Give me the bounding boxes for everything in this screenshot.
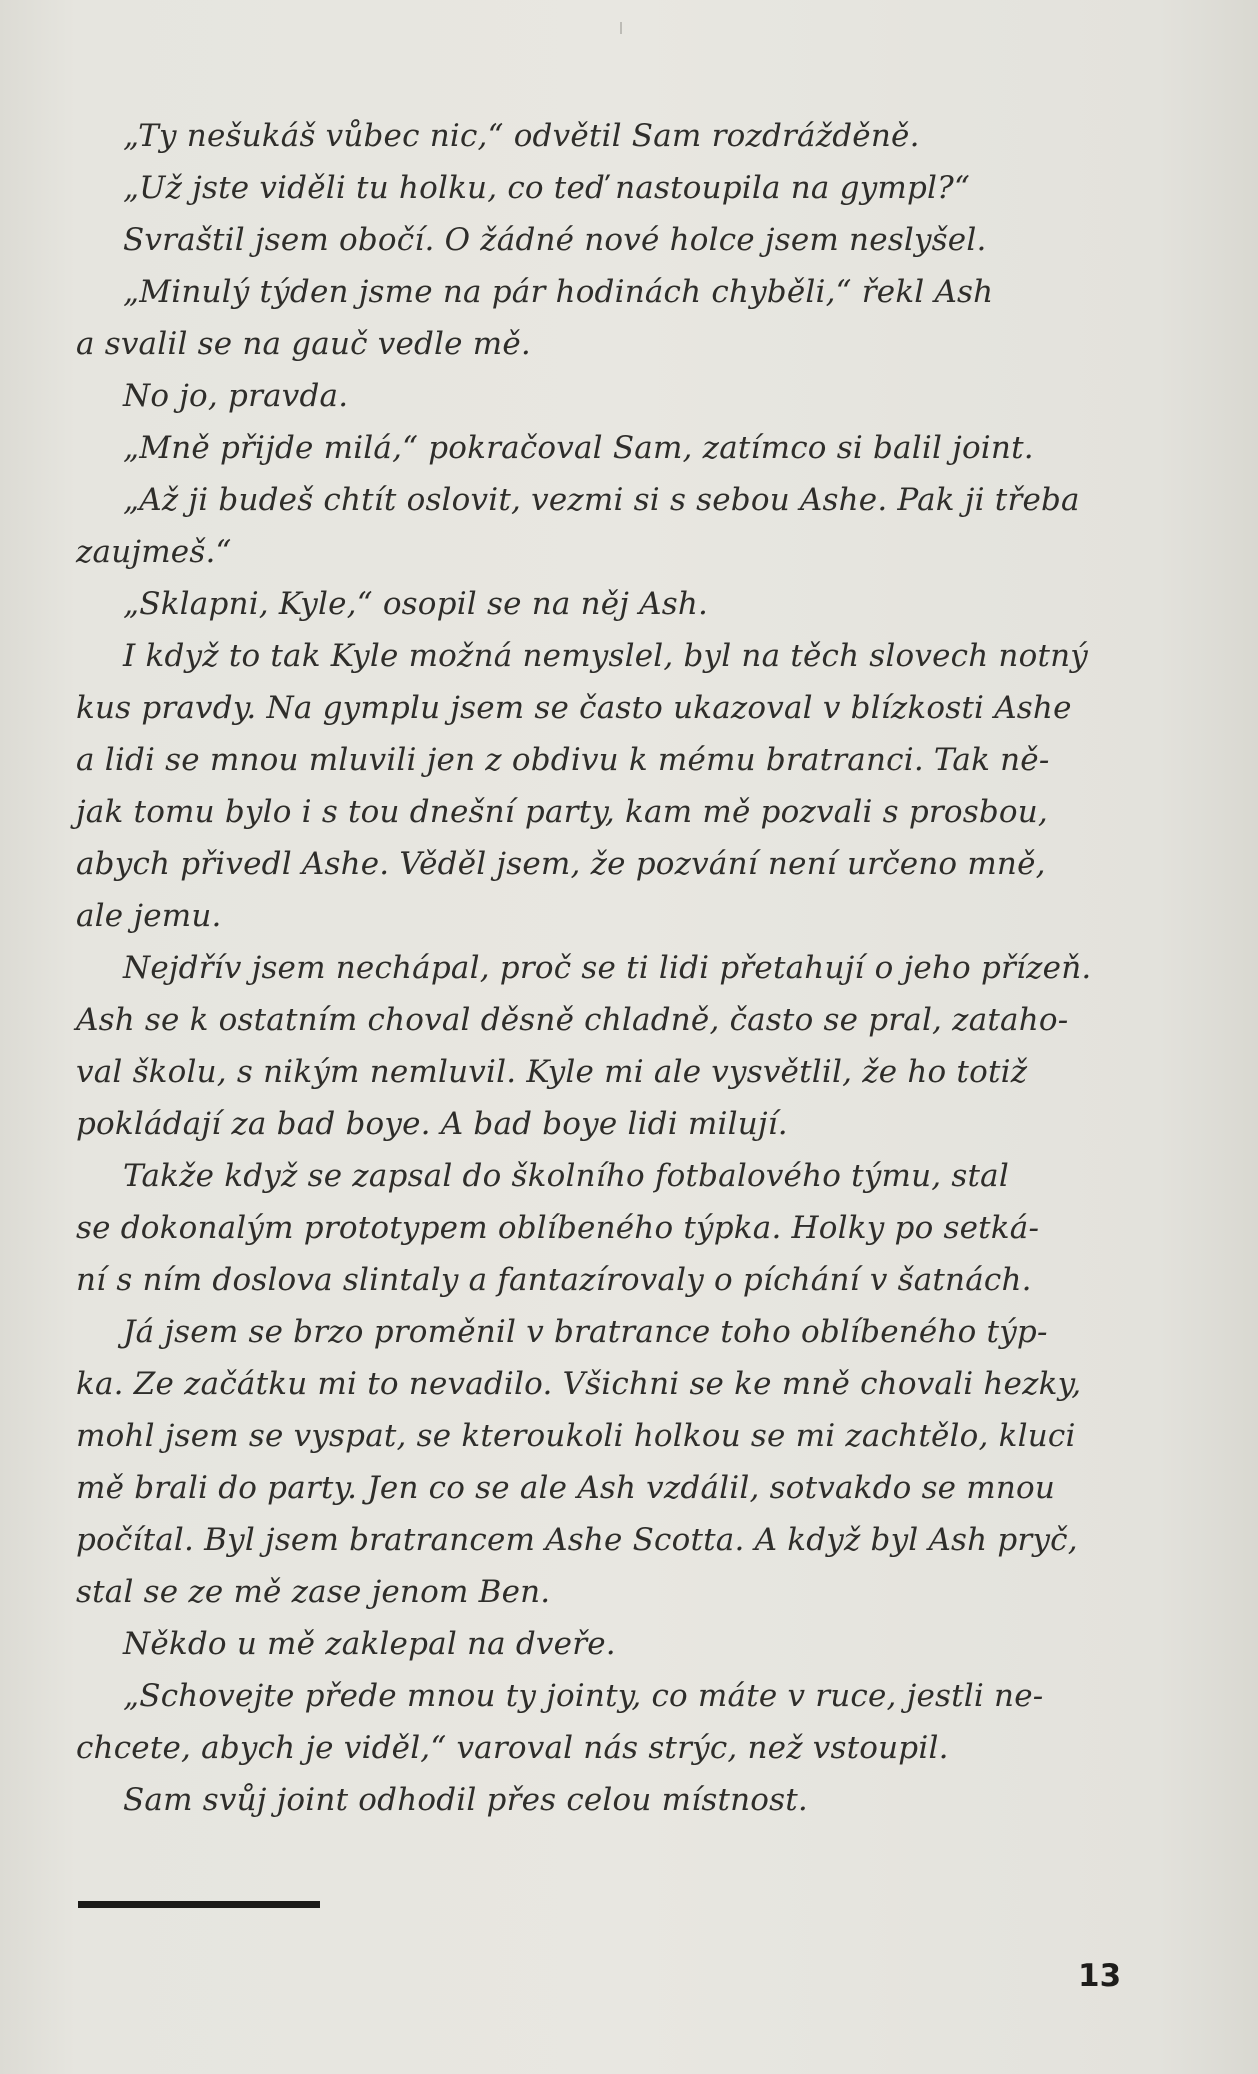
footnote-rule xyxy=(78,1901,320,1908)
text-line: Svraštil jsem obočí. O žádné nové holce jsem neslyšel. xyxy=(123,222,987,258)
text-line: kus pravdy. Na gymplu jsem se často ukazoval v blízkosti Ashe xyxy=(76,690,1072,726)
text-line: Ash se k ostatním choval děsně chladně, často se pral, zataho- xyxy=(76,1002,1069,1038)
text-line: pokládají za bad boye. A bad boye lidi milují. xyxy=(76,1106,788,1142)
text-line: „Až ji budeš chtít oslovit, vezmi si s sebou Ashe. Pak ji třeba xyxy=(123,482,1080,518)
text-line: Někdo u mě zaklepal na dveře. xyxy=(123,1626,616,1662)
text-line: mě brali do party. Jen co se ale Ash vzdálil, sotvakdo se mnou xyxy=(76,1470,1056,1506)
text-line: ale jemu. xyxy=(76,898,222,934)
text-line: stal se ze mě zase jenom Ben. xyxy=(76,1574,551,1610)
text-line: Nejdřív jsem nechápal, proč se ti lidi přetahují o jeho přízeň. xyxy=(123,950,1092,986)
text-line: a lidi se mnou mluvili jen z obdivu k mému bratranci. Tak ně- xyxy=(76,742,1050,778)
text-line: I když to tak Kyle možná nemyslel, byl na těch slovech notný xyxy=(123,638,1088,674)
page-number: 13 xyxy=(1078,1958,1122,1994)
paper-mark xyxy=(620,22,622,34)
text-line: „Schovejte přede mnou ty jointy, co máte v ruce, jestli ne- xyxy=(123,1678,1044,1714)
body-text xyxy=(76,110,1116,1826)
text-line: „Sklapni, Kyle,“ osopil se na něj Ash. xyxy=(123,586,709,622)
text-line: se dokonalým prototypem oblíbeného týpka. Holky po setká- xyxy=(76,1210,1040,1246)
text-line: „Mně přijde milá,“ pokračoval Sam, zatímco si balil joint. xyxy=(123,430,1034,466)
text-line: No jo, pravda. xyxy=(123,378,349,414)
text-line: val školu, s nikým nemluvil. Kyle mi ale vysvětlil, že ho totiž xyxy=(76,1054,1028,1090)
text-line: Já jsem se brzo proměnil v bratrance toho oblíbeného týp- xyxy=(123,1314,1048,1350)
text-line: jak tomu bylo i s tou dnešní party, kam mě pozvali s prosbou, xyxy=(76,794,1048,830)
text-line: ka. Ze začátku mi to nevadilo. Všichni se ke mně chovali hezky, xyxy=(76,1366,1082,1402)
text-line: zaujmeš.“ xyxy=(76,534,232,570)
text-line: chcete, abych je viděl,“ varoval nás strýc, než vstoupil. xyxy=(76,1730,949,1766)
text-line: „Už jste viděli tu holku, co teď nastoupila na gympl?“ xyxy=(123,170,971,206)
text-line: „Minulý týden jsme na pár hodinách chyběli,“ řekl Ash xyxy=(123,274,994,310)
text-line: ní s ním doslova slintaly a fantazírovaly o píchání v šatnách. xyxy=(76,1262,1032,1298)
text-line: a svalil se na gauč vedle mě. xyxy=(76,326,531,362)
text-line: mohl jsem se vyspat, se kteroukoli holkou se mi zachtělo, kluci xyxy=(76,1418,1076,1454)
text-line: počítal. Byl jsem bratrancem Ashe Scotta. A když byl Ash pryč, xyxy=(76,1522,1078,1558)
text-line: Sam svůj joint odhodil přes celou místnost. xyxy=(123,1782,808,1818)
text-line: abych přivedl Ashe. Věděl jsem, že pozvání není určeno mně, xyxy=(76,846,1046,882)
text-line: „Ty nešukáš vůbec nic,“ odvětil Sam rozdrážděně. xyxy=(123,118,920,154)
text-line: Takže když se zapsal do školního fotbalového týmu, stal xyxy=(123,1158,1009,1194)
